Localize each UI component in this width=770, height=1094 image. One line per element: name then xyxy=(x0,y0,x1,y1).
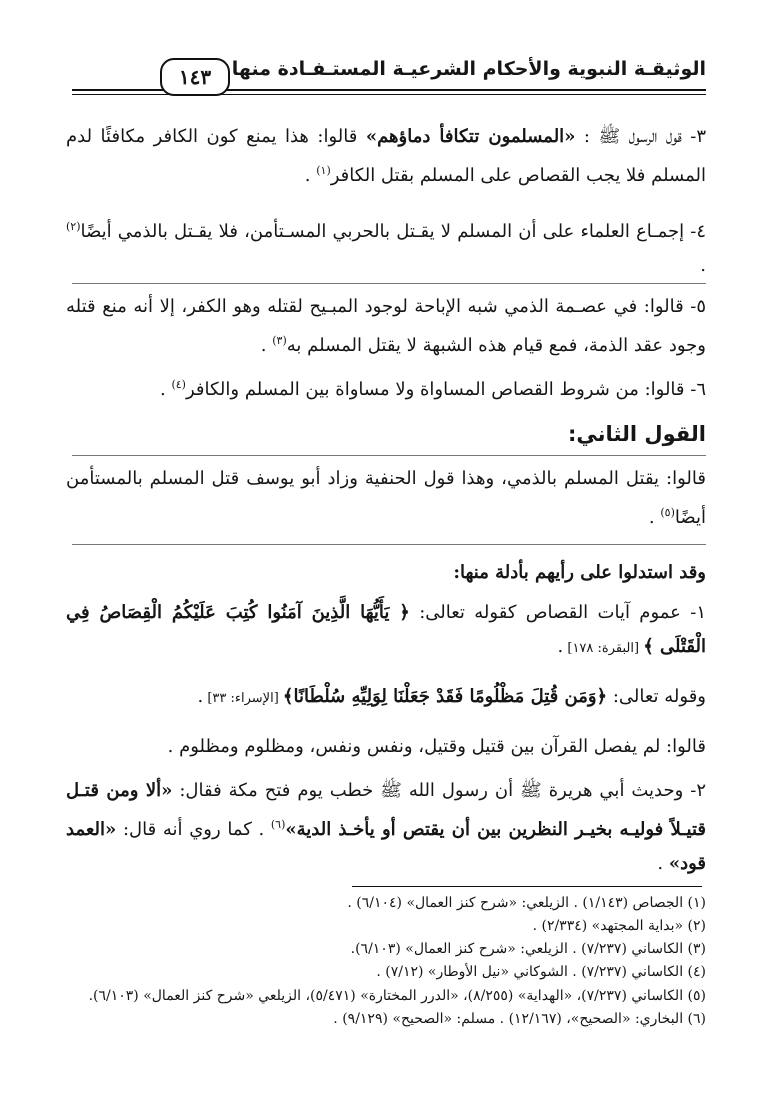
quran-verse: ﴿ يَأَيُّهَا الَّذِينَ آمَنُوا كُتِبَ عَلَيْكُمُ الْقِصَاصُ فِي الْقَتْلَى ﴾ xyxy=(66,602,706,657)
evidence-intro: وقد استدلوا على رأيهم بأدلة منها: xyxy=(453,562,706,583)
section-divider xyxy=(72,455,706,456)
paragraph-text: ٣- قول الرسول ﷺ : xyxy=(575,126,706,147)
evidence-1 xyxy=(66,596,706,666)
paragraph-4 xyxy=(66,210,706,283)
footnote-marker: (٤) xyxy=(171,378,186,391)
punctuation: . xyxy=(648,507,661,528)
evidence-1b xyxy=(66,680,706,716)
evidence-1c: قالوا: لم يفصل القرآن بين قتيل وقتيل، ونفس ونفس، ومظلوم ومظلوم . xyxy=(167,736,706,757)
paragraph-text: . كما روي أنه قال: xyxy=(116,819,271,840)
footnote-4: (٤) الكاساني (٧/٢٣٧) . الشوكاني «نيل الأوطار» (٧/١٢) . xyxy=(376,964,706,980)
evidence-2 xyxy=(66,774,706,881)
punctuation: . xyxy=(557,636,564,657)
verse-reference: [الإسراء: ٣٣] xyxy=(203,691,283,706)
paragraph-text: ٦- قالوا: من شروط القصاص المساواة ولا مساواة بين المسلم والكافر xyxy=(185,379,706,400)
footnote-marker: (٢) xyxy=(66,220,81,233)
hadith-quote: «ألا ومن قتـل قتيـلاً فوليـه بخيـر النظرين بين أن يقتص أو يأخـذ الدية» xyxy=(66,780,706,840)
paragraph-text: ٢- وحديث أبي هريرة ﷺ أن رسول الله ﷺ خطب يوم فتح مكة فقال: xyxy=(172,780,706,801)
hadith-quote: «المسلمون تتكافأ دماؤهم» xyxy=(365,126,576,147)
punctuation: . xyxy=(700,255,706,276)
section-heading: القول الثاني: xyxy=(568,422,706,446)
footnote-2: (٢) «بداية المجتهد» (٢/٣٣٤) . xyxy=(532,918,706,934)
punctuation: . xyxy=(304,165,317,186)
footnote-marker: (١) xyxy=(316,164,331,177)
punctuation: . xyxy=(657,853,669,874)
quran-verse: ﴿وَمَن قُتِلَ مَظْلُومًا فَقَدْ جَعَلْنَا لِوَلِيِّهِ سُلْطَانًا﴾ xyxy=(282,686,608,707)
punctuation: . xyxy=(159,379,172,400)
hadith-quote: «العمد قود» xyxy=(66,819,706,874)
paragraph-3 xyxy=(66,120,706,193)
paragraph-text: ١- عموم آيات القصاص كقوله تعالى: xyxy=(409,602,706,623)
section-divider xyxy=(72,544,706,545)
paragraph-6 xyxy=(66,368,706,407)
paragraph-text: قالوا: يقتل المسلم بالذمي، وهذا قول الحنفية وزاد أبو يوسف قتل المسلم بالمستأمن أيضًا xyxy=(66,468,706,528)
footnote-marker: (٦) xyxy=(270,818,286,831)
page-number: ١٤٣ xyxy=(160,58,230,96)
footnote-1: (١) الجصاص (١/١٤٣) . الزيلعي: «شرح كنز العمال» (٦/١٠٤) . xyxy=(347,895,706,911)
paragraph-text: ٥- قالوا: في عصـمة الذمي شبه الإباحة لوجود المبـيح لقتله وهو الكفر، إلا أنه منع قتله وجود عقد الذمة، فمع قيام هذه الشبهة لا يقتل المسلم به xyxy=(66,296,706,356)
paragraph-text: وقوله تعالى: xyxy=(607,686,706,707)
footnote-5: (٥) الكاساني (٧/٢٣٧)، «الهداية» (٨/٢٥٥)، «الدرر المختارة» (٥/٤٧١)، الزيلعي «شرح كنز العمال» (٦/١٠٣). xyxy=(88,988,706,1004)
footnote-rule xyxy=(352,886,702,887)
verse-reference: [البقرة: ١٧٨] xyxy=(563,641,644,656)
section-divider xyxy=(72,283,706,284)
running-header-title: الوثيقـة النبوية والأحكام الشرعيـة المستـفـادة منها xyxy=(231,58,706,80)
punctuation: . xyxy=(260,335,273,356)
footnote-3: (٣) الكاساني (٧/٢٣٧) . الزيلعي: «شرح كنز العمال» (٦/١٠٣). xyxy=(350,941,706,957)
paragraph-text: ٤- إجمـاع العلماء على أن المسلم لا يقـتل بالحربي المسـتأمن، فلا يقـتل بالذمي أيضًا xyxy=(80,221,706,242)
paragraph-text: قالوا: هذا يمنع كون الكافر مكافئًا لدم المسلم فلا يجب القصاص على المسلم بقتل الكافر xyxy=(66,126,706,186)
paragraph-5 xyxy=(66,290,706,363)
footnote-marker: (٣) xyxy=(272,334,287,347)
paragraph-7 xyxy=(66,462,706,535)
footnote-marker: (٥) xyxy=(660,506,675,519)
footnote-6: (٦) البخاري: «الصحيح»، (١٢/١٦٧) . مسلم: «الصحيح» (٩/١٢٩) . xyxy=(333,1011,706,1027)
punctuation: . xyxy=(197,686,204,707)
